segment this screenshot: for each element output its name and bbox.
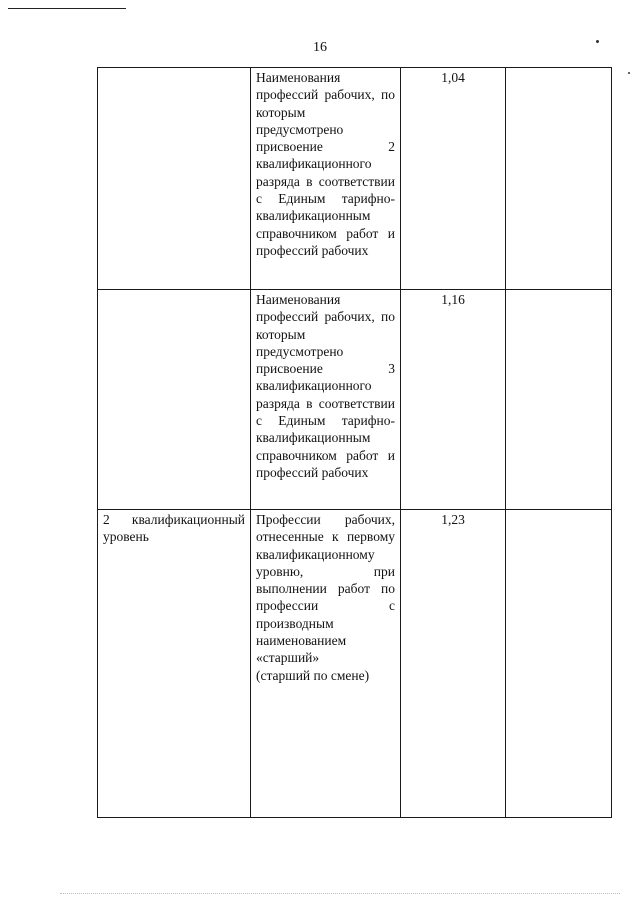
page-number: 16 — [313, 40, 327, 55]
profession-description-cell: Наименования профессий рабочих, по которым предусмотрено присвоение 3 квалификационного разряда в соответствии с Единым тарифно-квалификационным справочником работ и профессий рабочих — [251, 290, 401, 510]
profession-description-cell: Наименования профессий рабочих, по которым предусмотрено присвоение 2 квалификационного разряда в соответствии с Единым тарифно-квалификационным справочником работ и профессий рабочих — [251, 68, 401, 290]
profession-description-cell — [251, 510, 401, 818]
profession-description-extra: (старший по смене) — [256, 667, 370, 683]
table-row — [98, 68, 612, 290]
note-cell — [506, 510, 612, 818]
scan-footer-noise — [60, 893, 620, 896]
table-row — [98, 290, 612, 510]
note-cell — [506, 290, 612, 510]
coefficient-cell: 1,23 — [401, 510, 506, 818]
qualification-table — [97, 67, 612, 818]
qualification-level-cell — [98, 68, 251, 290]
table-row — [98, 510, 612, 818]
profession-description-text: Профессии рабочих, отнесенные к первому квалификационному уровню, при выполнении работ по профессии с производным наименованием «старший» — [256, 512, 395, 666]
scan-speck — [628, 72, 630, 74]
coefficient-cell: 1,04 — [401, 68, 506, 290]
top-rule — [8, 8, 126, 9]
qualification-level-cell: 2 квалификационный уровень — [98, 510, 251, 818]
scan-speck — [596, 40, 599, 43]
qualification-level-cell — [98, 290, 251, 510]
note-cell — [506, 68, 612, 290]
coefficient-cell: 1,16 — [401, 290, 506, 510]
